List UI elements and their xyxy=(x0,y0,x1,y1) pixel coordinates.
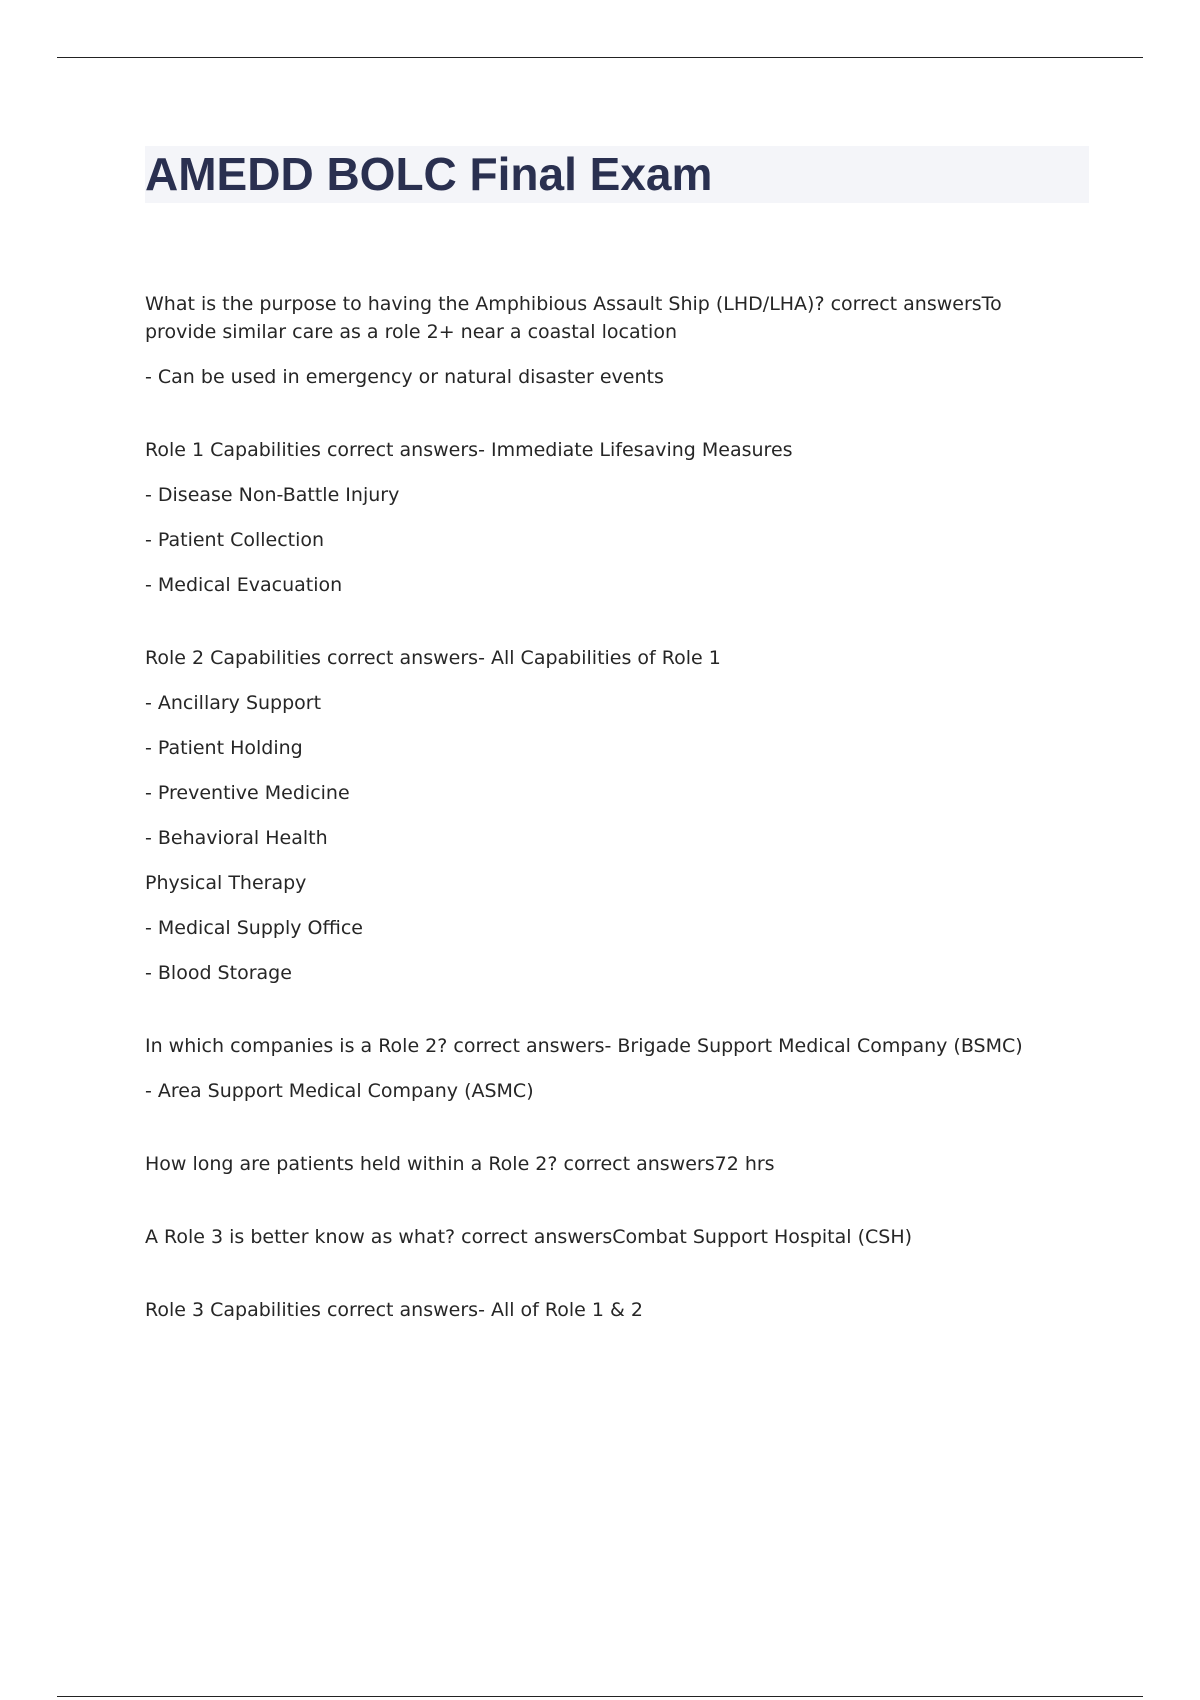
bottom-rule xyxy=(57,1696,1143,1697)
qa-entry xyxy=(145,1223,1075,1251)
document-body xyxy=(145,290,1075,1369)
question-text: Role 1 Capabilities correct answers- Immediate Lifesaving Measures xyxy=(145,439,793,461)
page-title: AMEDD BOLC Final Exam xyxy=(145,148,713,200)
question-text: Role 3 Capabilities correct answers- All of Role 1 & 2 xyxy=(145,1299,643,1321)
qa-entry xyxy=(145,1150,1075,1178)
qa-entry xyxy=(145,1032,1075,1105)
answer-line: - Patient Collection xyxy=(145,529,325,551)
answer-line: Physical Therapy xyxy=(145,872,307,894)
answer-line: - Blood Storage xyxy=(145,962,292,984)
answer-line: - Patient Holding xyxy=(145,737,303,759)
answer-line: - Medical Evacuation xyxy=(145,574,343,596)
qa-entry xyxy=(145,436,1075,599)
answer-line: - Preventive Medicine xyxy=(145,782,350,804)
question-text: A Role 3 is better know as what? correct answersCombat Support Hospital (CSH) xyxy=(145,1226,913,1248)
qa-entry xyxy=(145,644,1075,987)
question-text: What is the purpose to having the Amphibious Assault Ship (LHD/LHA)? correct answersTo provide similar care as a role 2+ near a coastal location xyxy=(145,293,1002,343)
answer-line: - Ancillary Support xyxy=(145,692,322,714)
answer-line: - Medical Supply Office xyxy=(145,917,363,939)
qa-entry xyxy=(145,290,1075,391)
question-text: In which companies is a Role 2? correct answers- Brigade Support Medical Company (BSMC) xyxy=(145,1035,1023,1057)
answer-line: - Disease Non-Battle Injury xyxy=(145,484,400,506)
top-rule xyxy=(57,57,1143,58)
question-text: How long are patients held within a Role 2? correct answers72 hrs xyxy=(145,1153,775,1175)
answer-line: - Behavioral Health xyxy=(145,827,328,849)
answer-line: - Area Support Medical Company (ASMC) xyxy=(145,1080,534,1102)
qa-entry xyxy=(145,1296,1075,1324)
question-text: Role 2 Capabilities correct answers- All Capabilities of Role 1 xyxy=(145,647,721,669)
answer-line: - Can be used in emergency or natural disaster events xyxy=(145,366,664,388)
